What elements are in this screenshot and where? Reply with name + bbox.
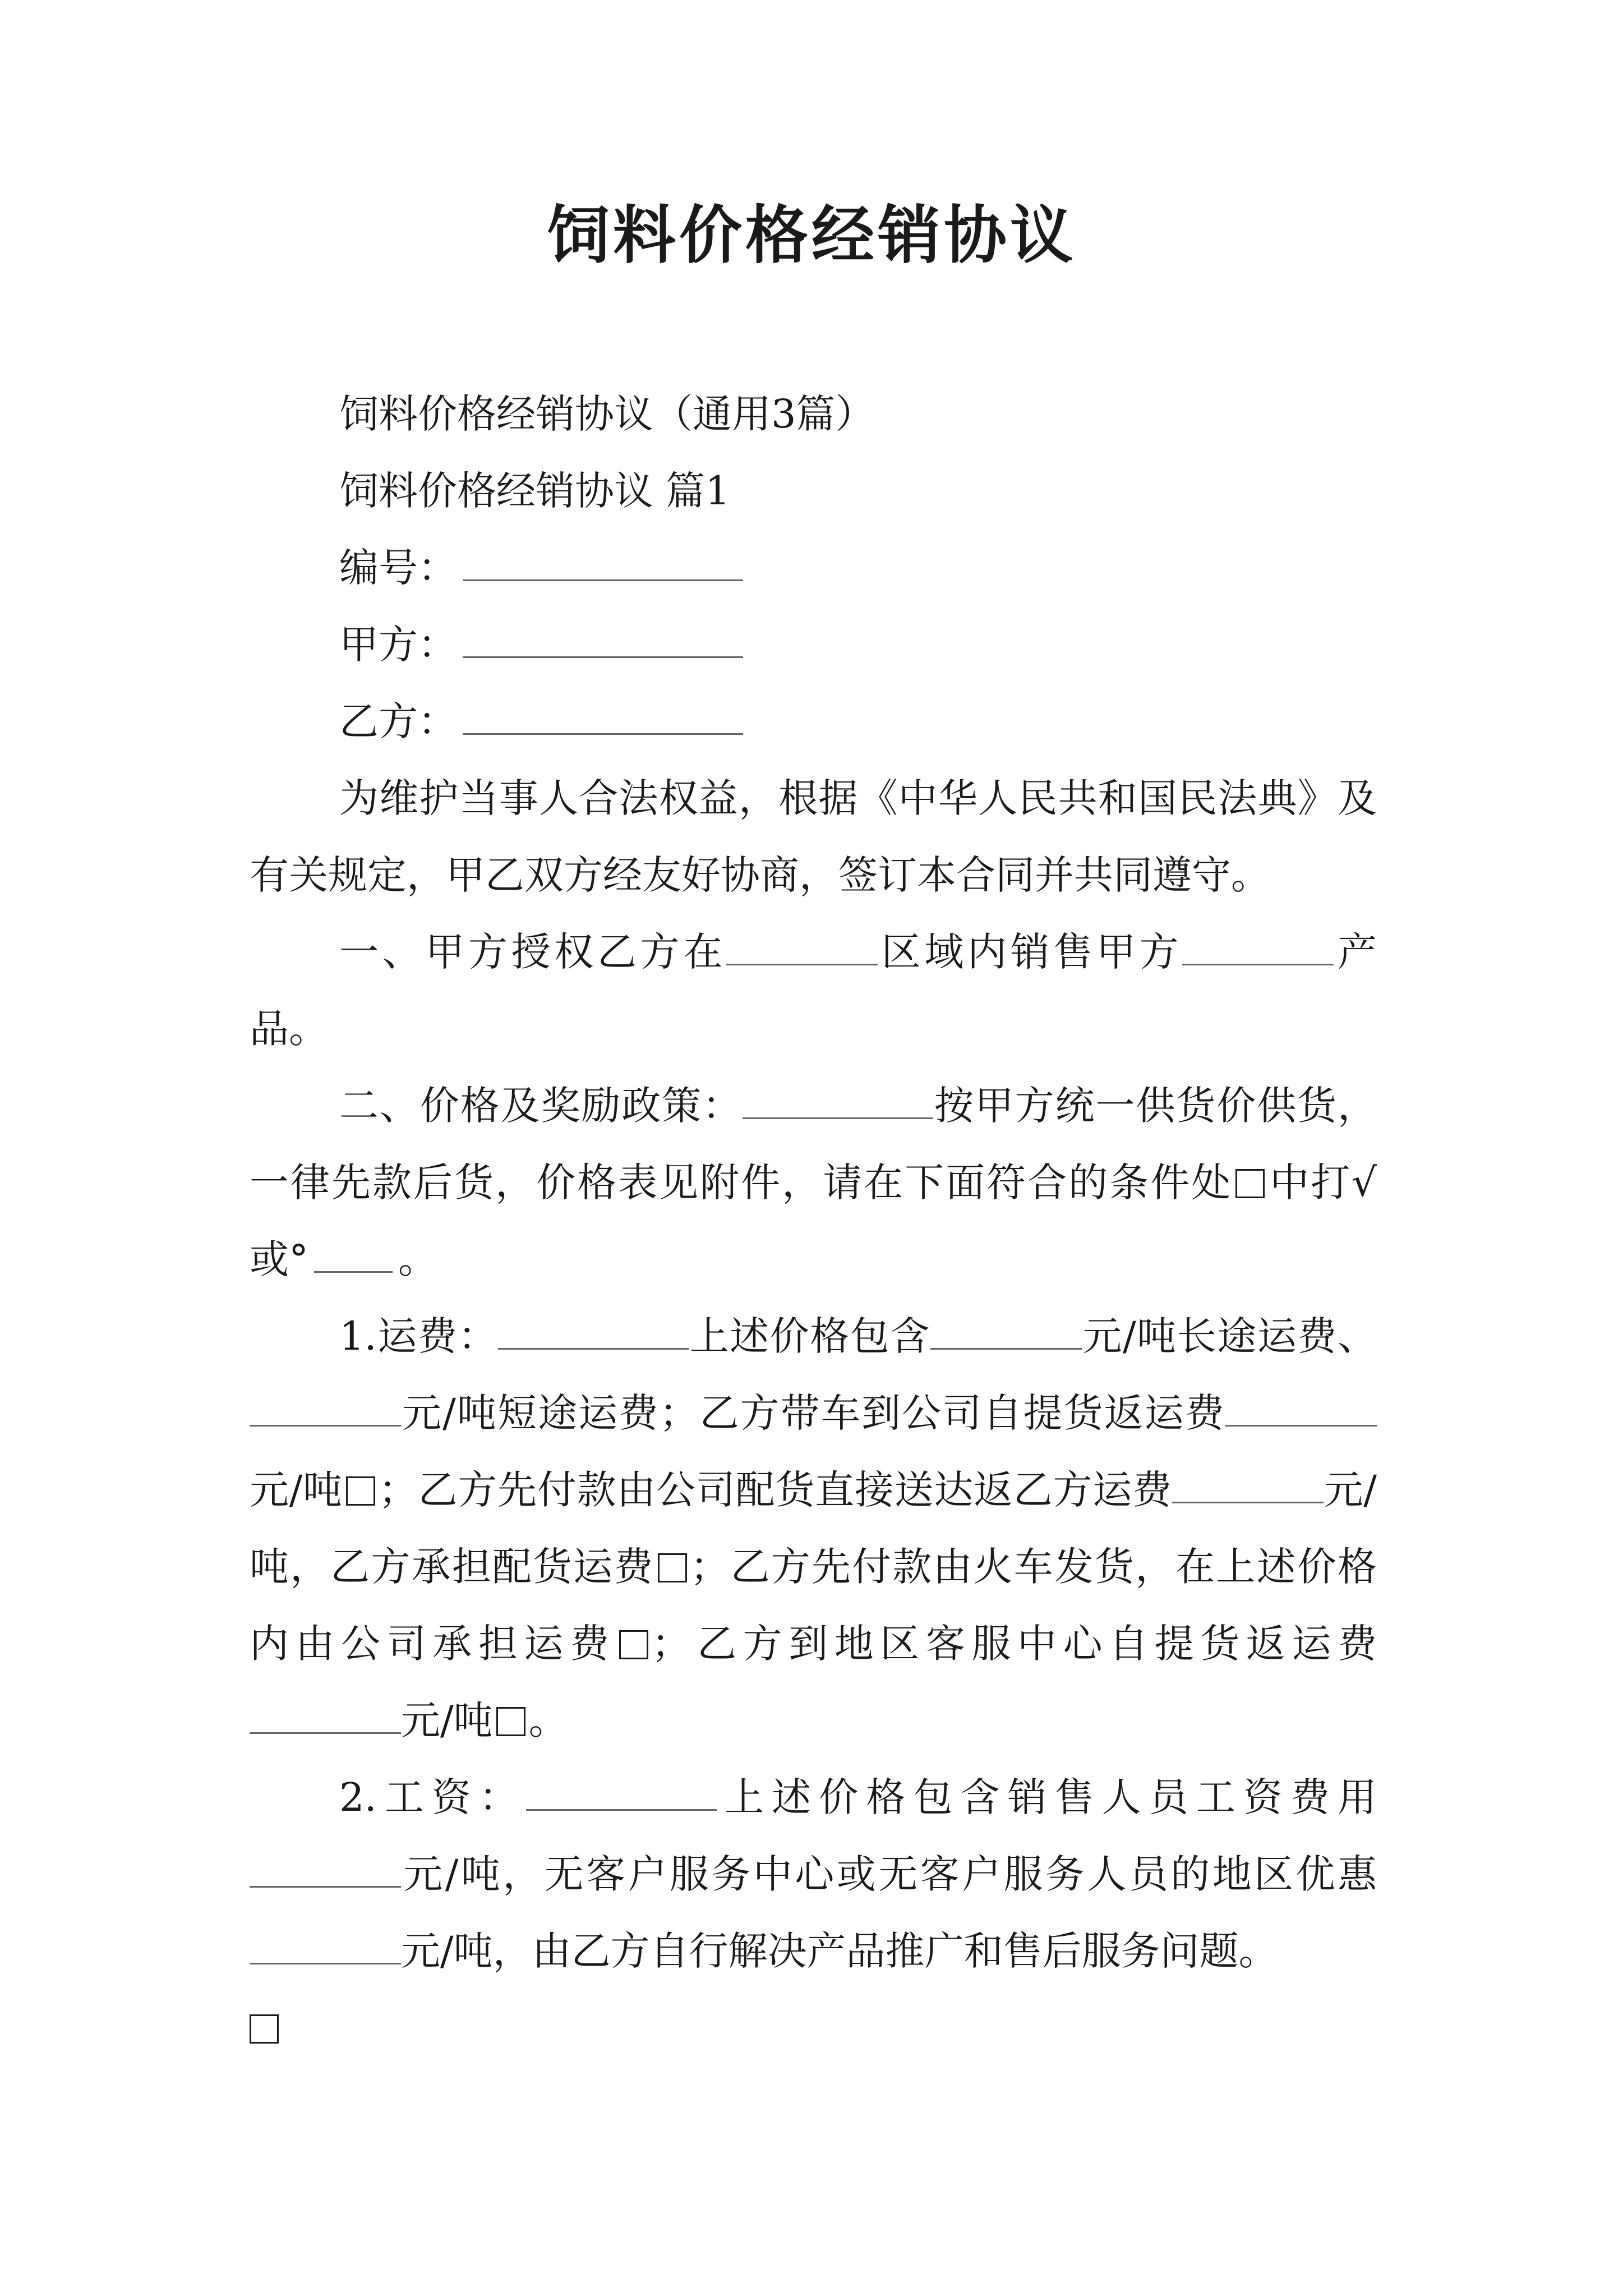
price-blank [743,1082,933,1119]
checkbox-icon [346,1476,375,1506]
item-1-text-c: 元/吨长途运费、 [1081,1313,1377,1359]
clause-1-text-c: 产品。 [250,929,1377,1052]
item-1-text-j: 元/吨 [401,1697,493,1743]
checkbox-icon [496,1707,525,1736]
item-1-text-h: ；乙方先付款由火车发货，在上述价格内由公司承担运费 [250,1544,1377,1667]
number-label: 编号： [339,545,457,591]
party-b-blank [463,698,743,735]
item-2-wages [250,1759,1377,1990]
number-field [250,530,1377,606]
intro-paragraph: 为维护当事人合法权益，根据《中华人民共和国民法典》及有关规定，甲乙双方经友好协商，签订本合同并共同遵守。 [250,775,1377,898]
party-a-field [250,606,1377,683]
delivery-refund-blank [1172,1466,1324,1503]
clause-1-text-a: 一、甲方授权乙方在 [339,929,726,975]
wages-blank [526,1774,717,1811]
clause-2-text-b: 按甲方统一供货价供货，一律先款后货，价格表见附件，请在下面符合的条件处 [250,1083,1377,1205]
party-a-label: 甲方： [339,622,457,668]
short-freight-blank [250,1389,401,1427]
checkbox-icon [658,1553,687,1582]
item-2-text-a: 2.工资： [339,1774,527,1820]
section-heading: 饲料价格经销协议 篇1 [339,468,730,514]
wage-cost-blank [250,1851,401,1888]
product-blank [1182,928,1334,965]
item-1-text-k: 。 [528,1697,568,1743]
party-b-field [250,683,1377,760]
freight-blank [498,1313,689,1350]
item-1-text-a: 1.运费： [339,1313,499,1359]
clause-2-text-c: 中打√或° [250,1159,1377,1282]
clause-2-text-d: 。 [398,1236,437,1282]
clause-1-text-b: 区域内销售甲方 [878,929,1183,975]
item-1-text-d: 元/吨短途运费；乙方带车到公司自提货返运费 [401,1390,1225,1436]
number-blank [463,544,743,581]
document-body [250,376,1377,2067]
document-title: 饲料价格经销协议 [547,199,1076,272]
center-pickup-blank [250,1697,401,1734]
clause-1 [250,914,1377,1068]
item-1-freight [250,1298,1377,1759]
item-1-text-b: 上述价格包含 [689,1313,930,1359]
mark-blank [314,1236,393,1273]
clause-2 [250,1068,1377,1298]
party-b-label: 乙方： [339,698,457,744]
item-1-text-i: ；乙方到地区客服中心自提货返运费 [651,1621,1377,1667]
item-2-text-b: 上述价格包含销售人员工资费用 [717,1774,1377,1820]
region-blank [726,928,878,965]
clause-2-text-a: 二、价格及奖励政策： [339,1083,743,1129]
discount-blank [250,1927,401,1964]
pickup-refund-blank [1225,1389,1377,1427]
checkbox-icon [1235,1169,1265,1198]
item-1-text-e: 元/吨 [250,1467,343,1513]
party-a-blank [463,621,743,658]
item-2-text-d: 元/吨，由乙方自行解决产品推广和售后服务问题。 [401,1928,1278,1974]
item-2-text-c: 元/吨，无客户服务中心或无客户服务人员的地区优惠 [401,1851,1377,1897]
item-1-text-g: 元/吨，乙方承担配货运费 [250,1467,1377,1590]
long-freight-blank [930,1313,1082,1350]
trailing-checkbox-line [250,1990,1377,2067]
checkbox-icon [619,1630,648,1659]
document-subtitle: 饲料价格经销协议（通用3篇） [339,391,875,437]
checkbox-icon [250,2014,279,2044]
item-1-text-f: ；乙方先付款由公司配货直接送达返乙方运费 [378,1467,1172,1513]
